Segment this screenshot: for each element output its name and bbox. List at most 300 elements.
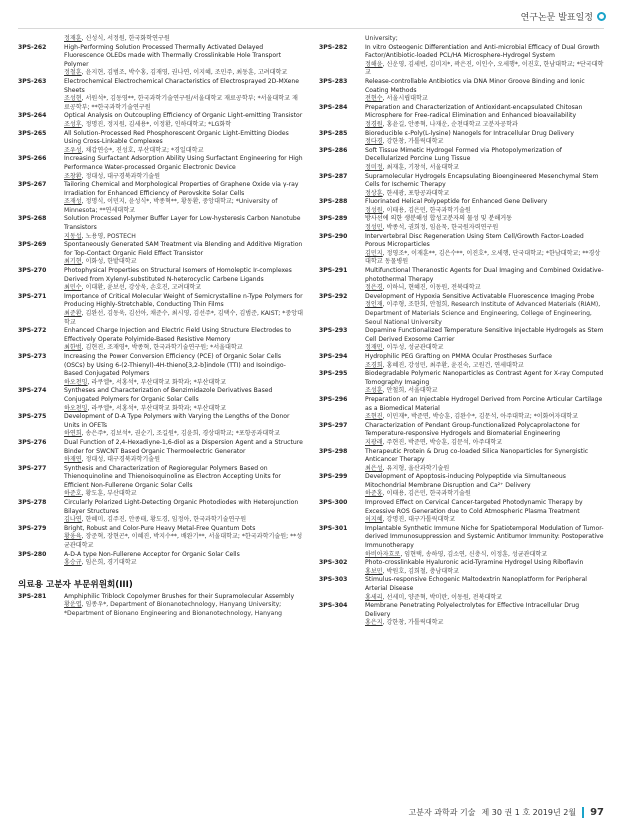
presenting-author: 전현수	[365, 95, 383, 103]
entry-authors	[365, 594, 604, 603]
entry-text	[365, 198, 604, 215]
entry-number: 3PS-303	[319, 576, 348, 584]
presenting-author: 홍은지	[365, 619, 383, 627]
author-affiliation: , 이주형, 조한희, 안철희, Research Institute of Advanced Materials (RIAM), Department of Materials Science and Engineering, College of Engineering, Seoul National University	[365, 301, 601, 326]
author-affiliation: , 서원석*, 김동영**, 한국과학기술연구원/서울대학교 재료공학부; *서울대학교 재료공학부; **한국과학기술연구원	[64, 95, 298, 111]
entry-text	[64, 525, 303, 551]
entry-text	[365, 267, 604, 293]
presenting-author: 정해윤	[365, 60, 383, 68]
abstract-entry	[18, 181, 303, 215]
author-affiliation: , 장준혁, 장현곤*, 이혜진, 박지수**, 배완기**, 서울대학교; *한국과학기술원; **성균관대학교	[64, 533, 303, 550]
entry-title: Development of Hypoxia Sensitive Activatable Fluorescence Imaging Probe	[365, 292, 595, 300]
author-affiliation: , 임은희, 경기대학교	[81, 559, 137, 567]
entry-authors	[64, 405, 303, 414]
entry-title: Synthesis and Characterization of Regioregular Polymers Based on Thienoquinoline and Thienoisoquinoline as Electron Accepting Units for Efficient Non-Fullerene Organic Solar Cells	[64, 464, 281, 489]
footer-divider	[582, 807, 584, 818]
abstract-entry	[319, 422, 604, 448]
entry-authors	[365, 95, 604, 104]
entry-authors	[365, 190, 604, 199]
entry-authors	[365, 301, 604, 327]
author-affiliation: , 라쿠엘*, 서홍석*, 부산대학교 화학과; *부산대학교	[87, 378, 227, 386]
entry-title: Preparation of an Injectable Hydrogel Derived from Porcine Articular Cartilage as a Biomedical Material	[365, 395, 603, 412]
page-header	[521, 10, 606, 23]
entry-text	[64, 155, 303, 181]
entry-title: Amphiphilic Triblock Copolymer Brushes for their Supramolecular Assembly	[64, 592, 295, 600]
entry-authors	[365, 138, 604, 147]
page-footer	[409, 807, 604, 818]
author-affiliation: , 채갑연승*, 진성호, 부산대학교; *경일대학교	[81, 146, 204, 154]
author-affiliation: , 이태용, 김은민, 한국과학기술원	[382, 206, 471, 214]
entry-number: 3PS-288	[319, 198, 348, 206]
abstract-entry	[18, 439, 303, 465]
presenting-author: 정철훈	[64, 69, 82, 77]
entry-title: Development of Apoptosis-inducing Polypeptide via Simultaneous Mitochondrial Membrane Disruption and Ca²⁺ Delivery	[365, 473, 566, 489]
entry-title: Increasing Surfactant Adsorption Ability Using Surfactant Engineering for High Performance Water-processed Organic Electronic Device	[64, 155, 303, 171]
entry-number: 3PS-299	[319, 473, 348, 481]
entry-number: 3PS-269	[18, 241, 47, 249]
presenting-author: 하준호	[64, 490, 82, 498]
entry-text	[64, 439, 303, 465]
presenting-author: 정재훈	[64, 35, 82, 42]
entry-title: Increasing the Power Conversion Efficiency (PCE) of Organic Solar Cells (OSCs) by Using 6-(2-Thienyl)-4H-thieno[3,2-b]indole (TTI) and Isoindigo-Based Conjugated Polymers	[64, 352, 286, 378]
abstract-entry	[18, 593, 303, 619]
entry-authors	[64, 95, 303, 112]
entry-authors	[64, 344, 303, 353]
author-affiliation: , 김완선, 김동욱, 김선아, 채준수, 최시영, 김선주*, 김택수, 김범준, KAIST; *중앙대학교	[64, 310, 304, 326]
author-affiliation: , 이하늬, 현혜진, 이동원, 전북대학교	[382, 284, 481, 292]
abstract-entry	[18, 267, 303, 293]
author-affiliation: , 박원호, 김희철, 충남대학교	[382, 567, 460, 575]
presenting-author: 정성민	[365, 224, 383, 232]
presenting-author: 하재연	[64, 456, 82, 464]
entry-authors	[64, 121, 303, 130]
entry-authors	[365, 516, 604, 525]
entry-number: 3PS-266	[18, 155, 47, 163]
entry-authors	[365, 568, 604, 577]
abstract-entry	[18, 353, 303, 387]
entry-authors	[64, 258, 303, 267]
entry-authors	[365, 490, 604, 499]
entry-authors	[64, 310, 303, 327]
entry-number: 3PS-262	[18, 43, 47, 51]
entry-number: 3PS-265	[18, 129, 47, 137]
abstract-entry	[319, 233, 604, 267]
author-affiliation: , 송은주*, 김보석*, 권순기, 조길원*, 김윤희, 경상대학교; *포항공과대학교	[81, 430, 281, 438]
entry-number: 3PS-286	[319, 146, 348, 154]
presenting-author: 황운엽	[64, 601, 82, 609]
author-affiliation: , 정대성, 대구경북과학기술원	[81, 456, 161, 464]
author-affiliation: , 주현진, 박준면, 박승훈, 김문석, 아주대학교	[382, 438, 503, 446]
footer-journal: 고분자 과학과 기술	[408, 808, 476, 817]
entry-authors	[64, 490, 303, 499]
entry-title: Optical Analysis on Outcoupling Efficiency of Organic Light-emitting Transistor	[64, 112, 303, 120]
entry-authors	[64, 147, 303, 156]
left-column	[18, 35, 303, 619]
presenting-author: 조창환	[64, 172, 82, 180]
entry-number: 3PS-268	[18, 215, 47, 223]
presenting-author: 홍승규	[64, 559, 82, 567]
author-affiliation: , 한세광, 포항공과대학교	[382, 189, 450, 197]
presenting-author: 허지혜	[365, 516, 383, 524]
entry-text	[365, 78, 604, 104]
author-affiliation: , 임종우*, Department of Bionanotechnology, Hanyang University; *Department of Bionano Engineering and Bionanotechnology, Hanyang	[64, 601, 283, 617]
entry-title: Hydrophilic PEG Grafting on PMMA Ocular Prostheses Surface	[365, 352, 552, 360]
entry-number: 3PS-263	[18, 77, 47, 85]
author-affiliation: , 강명진, 대구가톨릭대학교	[382, 516, 456, 524]
entry-text	[365, 215, 604, 232]
author-affiliation: , 한혜미, 김주진, 안종태, 황도경, 임정아, 한국과학기술연구원	[81, 516, 247, 524]
author-affiliation: , 정대성, 대구경북과학기술원	[81, 172, 161, 180]
entry-authors	[365, 121, 604, 130]
entry-title: All Solution-Processed Red Phosphorescent Organic Light-Emitting Diodes Using Cross-Linkable Complexes	[64, 129, 289, 146]
entry-authors	[64, 430, 303, 439]
abstract-entry	[319, 293, 604, 327]
abstract-entry	[319, 559, 604, 576]
author-affiliation: , 라쿠엘*, 서홍석*, 부산대학교 화학과; *부산대학교	[87, 404, 227, 412]
abstract-entry	[319, 173, 604, 199]
entry-text	[64, 267, 303, 293]
author-affiliation: , 이화성, 한밭대학교	[81, 258, 137, 266]
entry-title: 방사선에 의한 생분해성 합성고분자의 물성 및 분해거동	[365, 215, 513, 223]
abstract-entry	[18, 78, 303, 112]
entry-text	[64, 465, 303, 499]
entry-authors	[365, 439, 604, 448]
entry-title: Supramolecular Hydrogels Encapsulating Bioengineered Mesenchymal Stem Cells for Ischemic Therapy	[365, 172, 599, 189]
entry-number: 3PS-290	[319, 232, 348, 240]
entry-title: Membrane Penetrating Polyelectrolytes for Effective Intracellular Drug Delivery	[365, 602, 580, 618]
entry-number: 3PS-289	[319, 215, 348, 223]
entry-title: Syntheses and Characterization of Benzimidazole Derivatives Based Conjugated Polymers for Organic Solar Cells	[64, 387, 273, 403]
entry-number: 3PS-277	[18, 464, 47, 472]
presenting-author: 지동섭	[64, 232, 82, 240]
entry-text	[365, 499, 604, 525]
presenting-author: 황웅육	[64, 533, 82, 541]
abstract-entry	[319, 327, 604, 353]
entry-authors	[64, 173, 303, 182]
entry-title: Circularly Polarized Light-Detecting Organic Photodiodes with Heterojunction Bilayer Structures	[64, 499, 299, 515]
entry-authors	[64, 284, 303, 293]
entry-authors	[64, 533, 303, 550]
entry-title: Bright, Robust and Color-Pure Heavy Metal-Free Quantum Dots	[64, 524, 256, 532]
author-affiliation: , 윤지현, 김범조, 박수홍, 김재영, 권나연, 이지혜, 조민주, 최동훈, 고려대학교	[81, 69, 288, 77]
entry-title: Preparation and Characterization of Antioxidant-encapsulated Chitosan Microsphere for Free-radical Elimination and Enhanced bioavailability	[365, 103, 583, 120]
entry-title: Importance of Critical Molecular Weight of Semicrystalline n-Type Polymers for Producing Highly-Stretchable, Conducting Thin Films	[64, 292, 303, 309]
entry-text	[64, 181, 303, 215]
entry-text	[64, 499, 303, 525]
author-affiliation: , 신성식, 서정원, 한국화학연구원	[81, 35, 170, 42]
entry-number: 3PS-300	[319, 499, 348, 507]
entry-number: 3PS-297	[319, 421, 348, 429]
entry-number: 3PS-302	[319, 559, 348, 567]
presenting-author: 하오천밍	[64, 378, 88, 386]
entry-number: 3PS-296	[319, 395, 348, 403]
entry-authors	[64, 233, 303, 242]
entry-title: Bioreducible ε-Poly(L-lysine) Nanogels for Intracellular Drug Delivery	[365, 129, 574, 137]
abstract-entry	[18, 130, 303, 156]
entry-number: 3PS-273	[18, 352, 47, 360]
entry-number: 3PS-278	[18, 499, 47, 507]
presenting-author: 정성원	[365, 206, 383, 214]
author-affiliation: , 안철희, 서울대학교	[382, 387, 438, 395]
entry-title: Tailoring Chemical and Morphological Properties of Graphene Oxide via γ-ray Irradiation for Enhanced Efficiency of Perovskite Solar Cells	[64, 181, 299, 197]
entry-number: 3PS-284	[319, 103, 348, 111]
abstract-entry	[18, 44, 303, 78]
abstract-entry	[319, 448, 604, 474]
abstract-entry	[18, 525, 303, 551]
entry-text	[365, 576, 604, 602]
entry-number: 3PS-293	[319, 327, 348, 335]
presenting-author: 최기현	[64, 258, 82, 266]
entry-authors	[365, 362, 604, 371]
abstract-entry	[319, 353, 604, 370]
entry-text	[64, 327, 303, 353]
entry-authors	[365, 284, 604, 293]
entry-number: 3PS-298	[319, 447, 348, 455]
entry-authors	[365, 619, 604, 628]
entry-number: 3PS-295	[319, 370, 348, 378]
entry-authors	[365, 551, 604, 560]
entry-number: 3PS-267	[18, 181, 47, 189]
entry-title: Improved Effect on Cervical Cancer-targeted Photodynamic Therapy by Excessive ROS Generation due to Cold Atmospheric Plasma Treatment	[365, 499, 583, 515]
entry-number: 3PS-287	[319, 172, 348, 180]
abstract-entry	[319, 396, 604, 422]
presenting-author: 최준환	[64, 310, 82, 317]
entry-number: 3PS-283	[319, 77, 348, 85]
entry-number: 3PS-271	[18, 292, 47, 300]
entry-authors	[64, 559, 303, 568]
entry-text	[365, 44, 604, 78]
author-affiliation: , 정명식, 이민지, 윤성식*, 박종혁**, 황동환, 중앙대학교; *University of Minnesota; **연세대학교	[64, 198, 278, 214]
entry-text	[365, 525, 604, 559]
presenting-author: 하오천밍	[64, 404, 88, 412]
author-affiliation: , 이민재*, 박준면, 박승훈, 김완수*, 김문석, 아주대학교; *이화여자대학교	[382, 413, 578, 421]
entry-text	[365, 147, 604, 173]
entry-authors	[365, 164, 604, 173]
entry-title: Enhanced Charge Injection and Electric Field Using Structure Electrodes to Effectively Operate Polyimide-Based Resistive Memory	[64, 327, 292, 343]
entry-authors	[64, 456, 303, 465]
entry-authors	[365, 35, 604, 44]
abstract-entry	[319, 499, 604, 525]
entry-text	[64, 593, 303, 619]
author-affiliation: , 강한창, 가톨릭대학교	[382, 138, 444, 146]
presenting-author: 최민수	[64, 284, 82, 292]
entry-text	[64, 112, 303, 129]
entry-title: Therapeutic Protein & Drug co-loaded Silica Nanoparticles for Synergistic Anticancer Therapy	[365, 447, 589, 464]
presenting-author: 하비아자흐로	[365, 550, 401, 558]
entry-number: 3PS-272	[18, 327, 47, 335]
entry-text	[365, 602, 604, 628]
entry-title: Release-controllable Antibiotics via DNA Minor Groove Binding and Ionic Coating Methods	[365, 77, 585, 94]
abstract-entry	[319, 78, 604, 104]
entry-authors	[365, 344, 604, 353]
presenting-author: 정은경	[365, 284, 383, 292]
entry-authors	[64, 379, 303, 388]
entry-text	[365, 293, 604, 327]
circle-icon	[597, 12, 606, 21]
entry-text	[365, 473, 604, 499]
abstract-entry	[18, 155, 303, 181]
presenting-author: 조재성	[64, 198, 82, 206]
abstract-entry	[319, 215, 604, 232]
presenting-author: 최은성	[365, 464, 383, 472]
abstract-entry	[319, 198, 604, 215]
presenting-author: 정인재	[365, 301, 383, 309]
entry-text	[365, 327, 604, 353]
entry-number: 3PS-264	[18, 112, 47, 120]
entry-authors	[365, 413, 604, 422]
abstract-entry	[18, 551, 303, 568]
page-number: 97	[590, 807, 604, 818]
presenting-author: 정미정	[365, 163, 383, 171]
abstract-entry	[319, 44, 604, 78]
entry-title: Intervertebral Disc Regeneration Using Stem Cell/Growth Factor-Loaded Porous Microparticles	[365, 232, 584, 249]
entry-title: Stimulus-responsive Echogenic Maltodextrin Nanoplatform for Peripheral Arterial Disease	[365, 576, 587, 592]
entry-number: 3PS-292	[319, 292, 348, 300]
abstract-entry	[319, 525, 604, 559]
abstract-entry	[18, 465, 303, 499]
presenting-author: 홍세리	[365, 593, 383, 601]
entry-authors	[64, 35, 303, 44]
presenting-author: 홍보민	[365, 567, 383, 575]
abstract-entry	[18, 327, 303, 353]
entry-text	[64, 78, 303, 112]
entry-authors	[64, 198, 303, 215]
entry-title: Spontaneously Generated SAM Treatment via Blending and Additive Migration for Top-Contact Organic Field Effect Transistor	[64, 241, 303, 257]
presenting-author: 김민지	[365, 249, 383, 257]
abstract-entry	[18, 499, 303, 525]
abstract-entry	[18, 215, 303, 241]
entry-number: 3PS-294	[319, 352, 348, 360]
entry-text	[64, 130, 303, 156]
abstract-entry	[18, 387, 303, 413]
presenting-author: 조우성	[64, 146, 82, 154]
abstract-entry	[319, 602, 604, 628]
entry-title: Multifunctional Theranostic Agents for Dual Imaging and Combined Oxidative-photothermal Therapy	[365, 267, 604, 283]
abstract-entry	[319, 473, 604, 499]
presenting-author: 조성현	[64, 95, 82, 103]
footer-issue: 제 30 권 1 호 2019년 2월	[481, 808, 577, 817]
presenting-author: 하준홍	[365, 490, 383, 498]
abstract-entry	[18, 241, 303, 267]
author-affiliation: , 정명진, 정지원, 김세용*, 이정환, 인하대학교; *LG화학	[81, 120, 232, 128]
presenting-author: 조성훈	[365, 387, 383, 395]
entry-text	[64, 241, 303, 267]
entry-text	[365, 559, 604, 576]
entry-title: Photophysical Properties on Structural Isomers of Homoleptic Ir-complexes Derived from Xylenyl-substituted N-heterocyclic Carbene Ligands	[64, 267, 292, 283]
entry-title: High-Performing Solution Processed Thermally Activated Delayed Fluorescence OLEDs made with Thermally Crosslinkable Hole Transport Polymer	[64, 43, 281, 68]
presenting-author: 조경희	[365, 361, 383, 369]
abstract-entry	[18, 293, 303, 327]
entry-number: 3PS-282	[319, 43, 348, 51]
header-title: 연구논문 발표일정	[520, 13, 593, 23]
abstract-entry	[319, 104, 604, 130]
entry-title: Biodegradable Polymeric Nanoparticles as Contrast Agent for X-ray Computed Tomography Imaging	[365, 370, 604, 386]
entry-title: Development of D-A Type Polymers with Varying the Lengths of the Donor Units in OFETs	[64, 413, 290, 429]
author-affiliation: , 강한창, 가톨릭대학교	[382, 619, 444, 627]
entry-authors	[365, 387, 604, 396]
entry-authors	[365, 250, 604, 267]
author-affiliation: , 이두성, 성균관대학교	[382, 344, 444, 352]
author-affiliation: , 이태용, 김은민, 한국과학기술원	[382, 490, 471, 498]
presenting-author: 정상훈	[365, 189, 383, 197]
author-affiliation: , 임현택, 송하영, 김소연, 신충식, 이정훈, 성균관대학교	[400, 550, 548, 558]
entry-number: 3PS-301	[319, 524, 348, 532]
entry-authors	[64, 601, 303, 618]
entry-number: 3PS-280	[18, 550, 47, 558]
presenting-author: 정경원	[365, 120, 383, 128]
presenting-author: 김나연	[64, 516, 82, 524]
abstract-entry	[319, 147, 604, 173]
entry-authors	[64, 516, 303, 525]
entry-text	[365, 422, 604, 448]
author-affiliation: , 선세미, 양준혁, 박미란, 이동원, 전북대학교	[382, 593, 503, 601]
entry-number: 3PS-291	[319, 267, 348, 275]
entry-title: In vitro Osteogenic Differentiation and Anti-microbial Efficacy of Dual Growth Factor/Antibiotic-loaded PCL/HA Microsphere-Hydrogel System	[365, 43, 600, 60]
abstract-entry	[18, 35, 303, 44]
entry-number: 3PS-270	[18, 267, 47, 275]
abstract-entry	[319, 370, 604, 396]
entry-number: 3PS-276	[18, 438, 47, 446]
author-affiliation: , 김현진, 조재영*, 박종혁, 한국과학기술연구원; *서울대학교	[81, 344, 243, 352]
entry-title: Characterization of Pendant Group-functionalized Polycaprolactone for Temperature-responsive Hydrogels and Biomaterial Engineering	[365, 421, 580, 438]
entry-number	[319, 35, 365, 44]
entry-text	[64, 44, 303, 78]
entry-text	[64, 353, 303, 387]
entry-text	[64, 293, 303, 327]
abstract-entry	[319, 35, 604, 44]
author-affiliation: University;	[365, 35, 398, 42]
entry-text	[64, 215, 303, 241]
entry-number: 3PS-304	[319, 602, 348, 610]
entry-authors	[365, 465, 604, 474]
abstract-entry	[319, 576, 604, 602]
author-affiliation: , 이대환, 윤보선, 강상욱, 손호진, 고려대학교	[81, 284, 202, 292]
entry-text	[365, 353, 604, 370]
entry-number	[18, 35, 64, 44]
author-affiliation: , 홍윤길, 안종혁, 나재운, 순천대학교 고분자공학과	[382, 120, 518, 128]
entry-text	[64, 413, 303, 439]
author-affiliation: , 유지형, 울산과학기술원	[382, 464, 450, 472]
presenting-author: 정재민	[365, 344, 383, 352]
entry-title: Soft Tissue Mimetic Hydrogel Formed via Photopolymerization of Decellularized Porcine Lung Tissue	[365, 146, 562, 163]
entry-title: Electrochemical Electrochemical Characteristics of Electrosprayed 2D-MXene Sheets	[64, 77, 300, 94]
entry-title: Photo-crosslinkable Hyaluronic acid-Tyramine Hydrogel Using Riboflavin	[365, 559, 584, 567]
entry-authors	[365, 224, 604, 233]
entry-title: A-D-A type Non-Fullerene Acceptor for Organic Solar Cells	[64, 550, 240, 558]
abstract-entry	[18, 413, 303, 439]
entry-text	[64, 35, 303, 44]
abstract-entry	[319, 130, 604, 147]
presenting-author: 최한범	[64, 344, 82, 352]
entry-title: Dual Function of 2,4-Hexadiyne-1,6-diol as a Dispersion Agent and a Structure Binder for SWCNT Based Organic Thermoelectric Generator	[64, 438, 303, 455]
entry-title: Dopamine Functionalized Temperature Sensitive Injectable Hydrogels as Stem Cell Derived Exosome Carrier	[365, 327, 604, 343]
entry-number: 3PS-274	[18, 387, 47, 395]
entry-title: Fluorinated Helical Polypeptide for Enhanced Gene Delivery	[365, 198, 548, 206]
entry-text	[64, 387, 303, 413]
entry-text	[365, 396, 604, 422]
entry-authors	[365, 61, 604, 78]
entry-text	[365, 370, 604, 396]
entry-title: Solution Processed Polymer Buffer Layer for Low-hysteresis Carbon Nanotube Transistors	[64, 215, 301, 232]
entry-text	[365, 104, 604, 130]
entry-text	[365, 35, 604, 44]
entry-number: 3PS-279	[18, 524, 47, 532]
entry-number: 3PS-275	[18, 413, 47, 421]
entry-text	[365, 233, 604, 267]
abstract-entry	[18, 112, 303, 129]
author-affiliation: , 최재훈, 기창석, 서울대학교	[382, 163, 460, 171]
entry-text	[365, 448, 604, 474]
